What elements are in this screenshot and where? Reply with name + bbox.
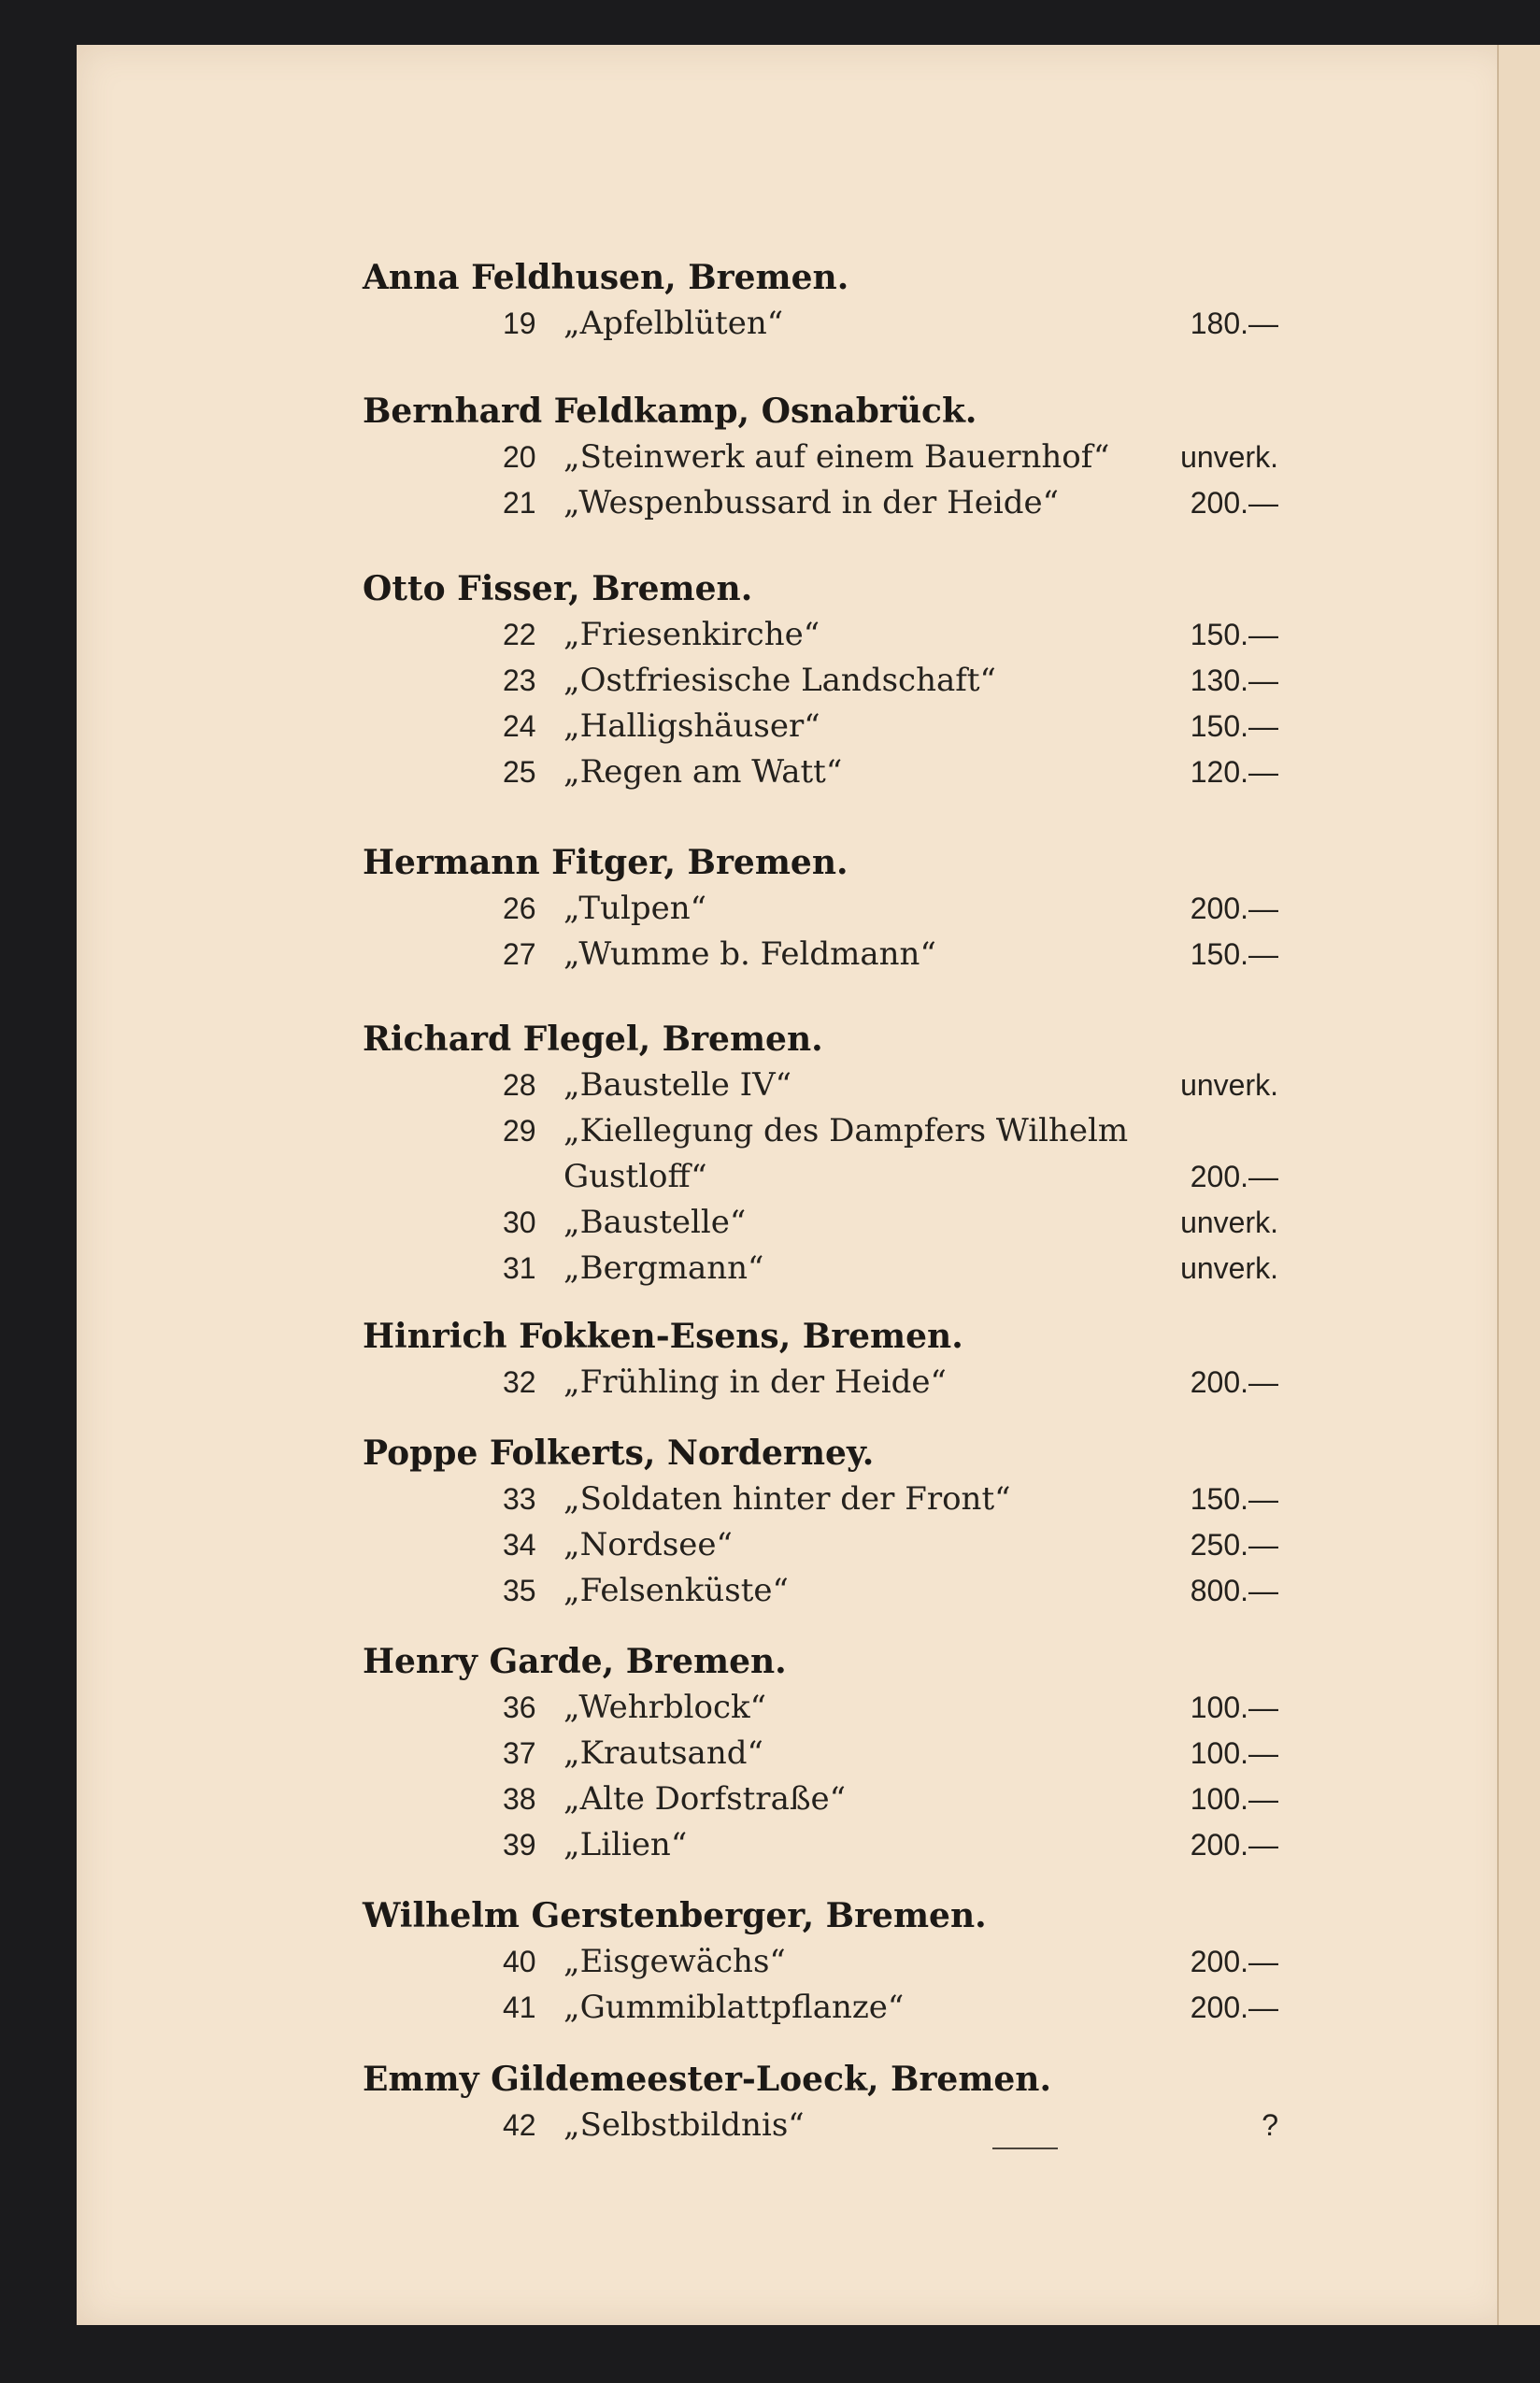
work-price: 150.— [1190, 618, 1278, 651]
work-title: „Halligshäuser“ [563, 707, 820, 745]
works-list [363, 1685, 1278, 1868]
work-number: 35 [503, 1574, 536, 1607]
work-price: 200.— [1190, 1945, 1278, 1978]
work-price: unverk. [1180, 1206, 1278, 1239]
work-title: „Frühling in der Heide“ [563, 1363, 947, 1401]
work-number: 31 [503, 1251, 536, 1285]
work-title: „Wumme b. Feldmann“ [563, 935, 936, 973]
work-number: 25 [503, 755, 536, 789]
work-price: 120.— [1190, 755, 1278, 789]
work-title: „Baustelle“ [563, 1204, 747, 1241]
work-price: unverk. [1180, 440, 1278, 474]
handwritten-mark [992, 2148, 1058, 2149]
work-row [363, 1685, 1278, 1731]
work-number: 40 [503, 1945, 536, 1978]
artist-name: Anna Feldhusen, Bremen. [363, 258, 849, 297]
artist-name: Wilhelm Gerstenberger, Bremen. [363, 1896, 987, 1935]
work-price: unverk. [1180, 1068, 1278, 1102]
work-row [363, 435, 1278, 480]
artist-entry [363, 1313, 1278, 1406]
work-row [363, 1108, 1278, 1200]
work-title: „Bergmann“ [563, 1249, 764, 1287]
work-price: 200.— [1190, 892, 1278, 925]
artist-name: Bernhard Feldkamp, Osnabrück. [363, 392, 977, 431]
work-number: 20 [503, 440, 536, 474]
artist-name: Hinrich Fokken-Esens, Bremen. [363, 1317, 963, 1356]
work-number: 42 [503, 2108, 536, 2142]
work-title: „Ostfriesische Landschaft“ [563, 662, 996, 699]
work-number: 29 [503, 1114, 536, 1148]
works-list [363, 1939, 1278, 2031]
work-price: 150.— [1190, 709, 1278, 743]
work-row [363, 1360, 1278, 1406]
work-row [363, 1568, 1278, 1614]
work-title: „Lilien“ [563, 1826, 688, 1863]
work-price: ? [1262, 2108, 1278, 2142]
work-number: 27 [503, 937, 536, 971]
works-list [363, 1063, 1278, 1291]
work-title: „Steinwerk auf einem Bauernhof“ [563, 438, 1110, 476]
work-row [363, 1246, 1278, 1291]
work-price: 150.— [1190, 1482, 1278, 1516]
work-price: 200.— [1190, 486, 1278, 520]
works-list [363, 301, 1278, 347]
artist-entry [363, 1430, 1278, 1614]
artist-entry [363, 1638, 1278, 1868]
artist-entry [363, 1892, 1278, 2031]
artist-entry [363, 565, 1278, 795]
work-number: 41 [503, 1991, 536, 2024]
work-price: 200.— [1190, 1365, 1278, 1399]
work-row [363, 480, 1278, 526]
work-price: 800.— [1190, 1574, 1278, 1607]
work-price: 100.— [1190, 1736, 1278, 1770]
works-list [363, 2103, 1278, 2148]
work-price: 150.— [1190, 937, 1278, 971]
work-title: „Wespenbussard in der Heide“ [563, 484, 1060, 521]
work-row [363, 301, 1278, 347]
work-title: „Apfelblüten“ [563, 305, 784, 342]
work-title: „Soldaten hinter der Front“ [563, 1480, 1011, 1518]
work-title: „Wehrblock“ [563, 1689, 766, 1726]
work-title: „Tulpen“ [563, 890, 707, 927]
work-number: 32 [503, 1365, 536, 1399]
work-price: 200.— [1190, 1991, 1278, 2024]
work-title: „Felsenküste“ [563, 1572, 789, 1609]
artist-entry [363, 2056, 1278, 2148]
work-number: 39 [503, 1828, 536, 1862]
artist-name: Henry Garde, Bremen. [363, 1642, 787, 1681]
work-price: 100.— [1190, 1691, 1278, 1724]
work-title: „Friesenkirche“ [563, 616, 820, 653]
work-number: 33 [503, 1482, 536, 1516]
work-title: „Selbstbildnis“ [563, 2106, 805, 2144]
work-price: unverk. [1180, 1251, 1278, 1285]
work-row [363, 1063, 1278, 1108]
work-row [363, 2103, 1278, 2148]
work-number: 22 [503, 618, 536, 651]
work-row [363, 932, 1278, 977]
work-number: 38 [503, 1782, 536, 1816]
work-row [363, 1200, 1278, 1246]
works-list [363, 1477, 1278, 1614]
work-number: 37 [503, 1736, 536, 1770]
work-price: 130.— [1190, 664, 1278, 697]
work-row [363, 1822, 1278, 1868]
work-row [363, 886, 1278, 932]
work-row [363, 749, 1278, 795]
work-row [363, 612, 1278, 658]
work-price: 200.— [1190, 1160, 1278, 1193]
work-price: 180.— [1190, 307, 1278, 340]
artist-entry [363, 1016, 1278, 1291]
works-list [363, 612, 1278, 795]
work-row [363, 1522, 1278, 1568]
work-number: 23 [503, 664, 536, 697]
work-title: „Gummiblattpflanze“ [563, 1989, 905, 2026]
artist-name: Hermann Fitger, Bremen. [363, 843, 848, 882]
artist-name: Richard Flegel, Bremen. [363, 1020, 823, 1059]
work-row [363, 1985, 1278, 2031]
work-number: 24 [503, 709, 536, 743]
work-row [363, 1939, 1278, 1985]
artist-entry [363, 839, 1278, 977]
work-number: 19 [503, 307, 536, 340]
work-row [363, 658, 1278, 704]
work-title: „Eisgewächs“ [563, 1943, 786, 1980]
work-row [363, 1731, 1278, 1777]
work-title: „Nordsee“ [563, 1526, 733, 1563]
work-row [363, 1477, 1278, 1522]
work-number: 30 [503, 1206, 536, 1239]
artist-name: Poppe Folkerts, Norderney. [363, 1434, 875, 1473]
work-title: „Kiellegung des Dampfers Wilhelm Gustloff“ [563, 1112, 1129, 1195]
artist-entry [363, 388, 1278, 526]
work-number: 26 [503, 892, 536, 925]
work-number: 21 [503, 486, 536, 520]
work-number: 28 [503, 1068, 536, 1102]
artist-name: Otto Fisser, Bremen. [363, 569, 753, 608]
work-title: „Regen am Watt“ [563, 753, 843, 791]
artist-name: Emmy Gildemeester-Loeck, Bremen. [363, 2060, 1052, 2099]
work-price: 200.— [1190, 1828, 1278, 1862]
artist-entry [363, 254, 1278, 347]
work-number: 36 [503, 1691, 536, 1724]
work-title: „Baustelle IV“ [563, 1066, 792, 1104]
works-list [363, 886, 1278, 977]
work-price: 250.— [1190, 1528, 1278, 1562]
work-row [363, 704, 1278, 749]
work-title: „Alte Dorfstraße“ [563, 1780, 847, 1818]
work-price: 100.— [1190, 1782, 1278, 1816]
works-list [363, 1360, 1278, 1406]
work-row [363, 1777, 1278, 1822]
work-number: 34 [503, 1528, 536, 1562]
work-title: „Krautsand“ [563, 1734, 763, 1772]
works-list [363, 435, 1278, 526]
